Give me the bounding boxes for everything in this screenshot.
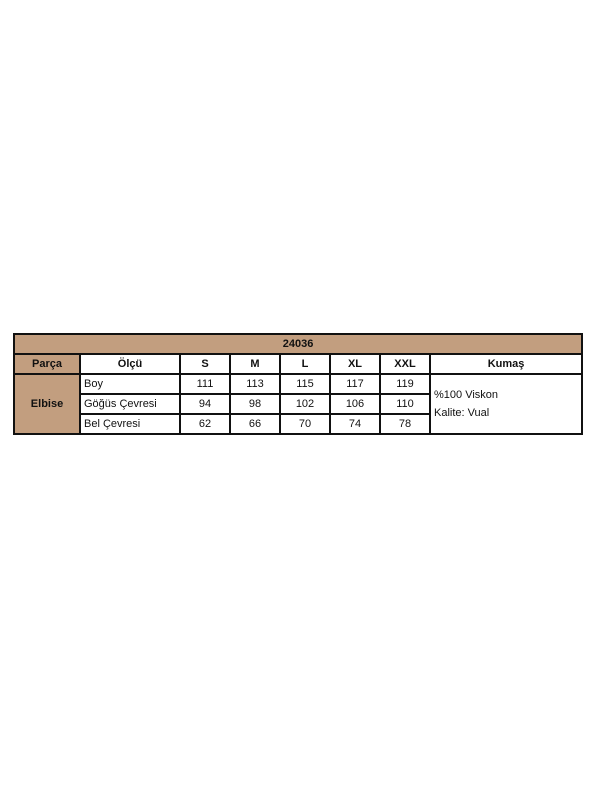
header-size-s: S	[180, 354, 230, 374]
value-cell: 119	[380, 374, 430, 394]
product-code: 24036	[14, 334, 582, 354]
measure-label: Göğüs Çevresi	[80, 394, 180, 414]
title-row	[14, 334, 582, 354]
value-cell: 111	[180, 374, 230, 394]
value-cell: 74	[330, 414, 380, 434]
header-part: Parça	[14, 354, 80, 374]
piece-name: Elbise	[14, 374, 80, 434]
value-cell: 62	[180, 414, 230, 434]
value-cell: 110	[380, 394, 430, 414]
value-cell: 106	[330, 394, 380, 414]
header-size-xxl: XXL	[380, 354, 430, 374]
fabric-quality: Kalite: Vual	[434, 407, 490, 419]
value-cell: 98	[230, 394, 280, 414]
value-cell: 102	[280, 394, 330, 414]
fabric-composition: %100 Viskon	[434, 389, 499, 401]
fabric-info	[430, 374, 582, 434]
header-row	[14, 354, 582, 374]
header-size-l: L	[280, 354, 330, 374]
value-cell: 66	[230, 414, 280, 434]
header-fabric: Kumaş	[430, 354, 582, 374]
value-cell: 113	[230, 374, 280, 394]
value-cell: 117	[330, 374, 380, 394]
header-measure: Ölçü	[80, 354, 180, 374]
measure-label: Bel Çevresi	[80, 414, 180, 434]
value-cell: 115	[280, 374, 330, 394]
measure-label: Boy	[80, 374, 180, 394]
table-row	[14, 374, 582, 394]
value-cell: 78	[380, 414, 430, 434]
header-size-m: M	[230, 354, 280, 374]
value-cell: 94	[180, 394, 230, 414]
header-size-xl: XL	[330, 354, 380, 374]
value-cell: 70	[280, 414, 330, 434]
size-chart-table	[13, 333, 583, 435]
